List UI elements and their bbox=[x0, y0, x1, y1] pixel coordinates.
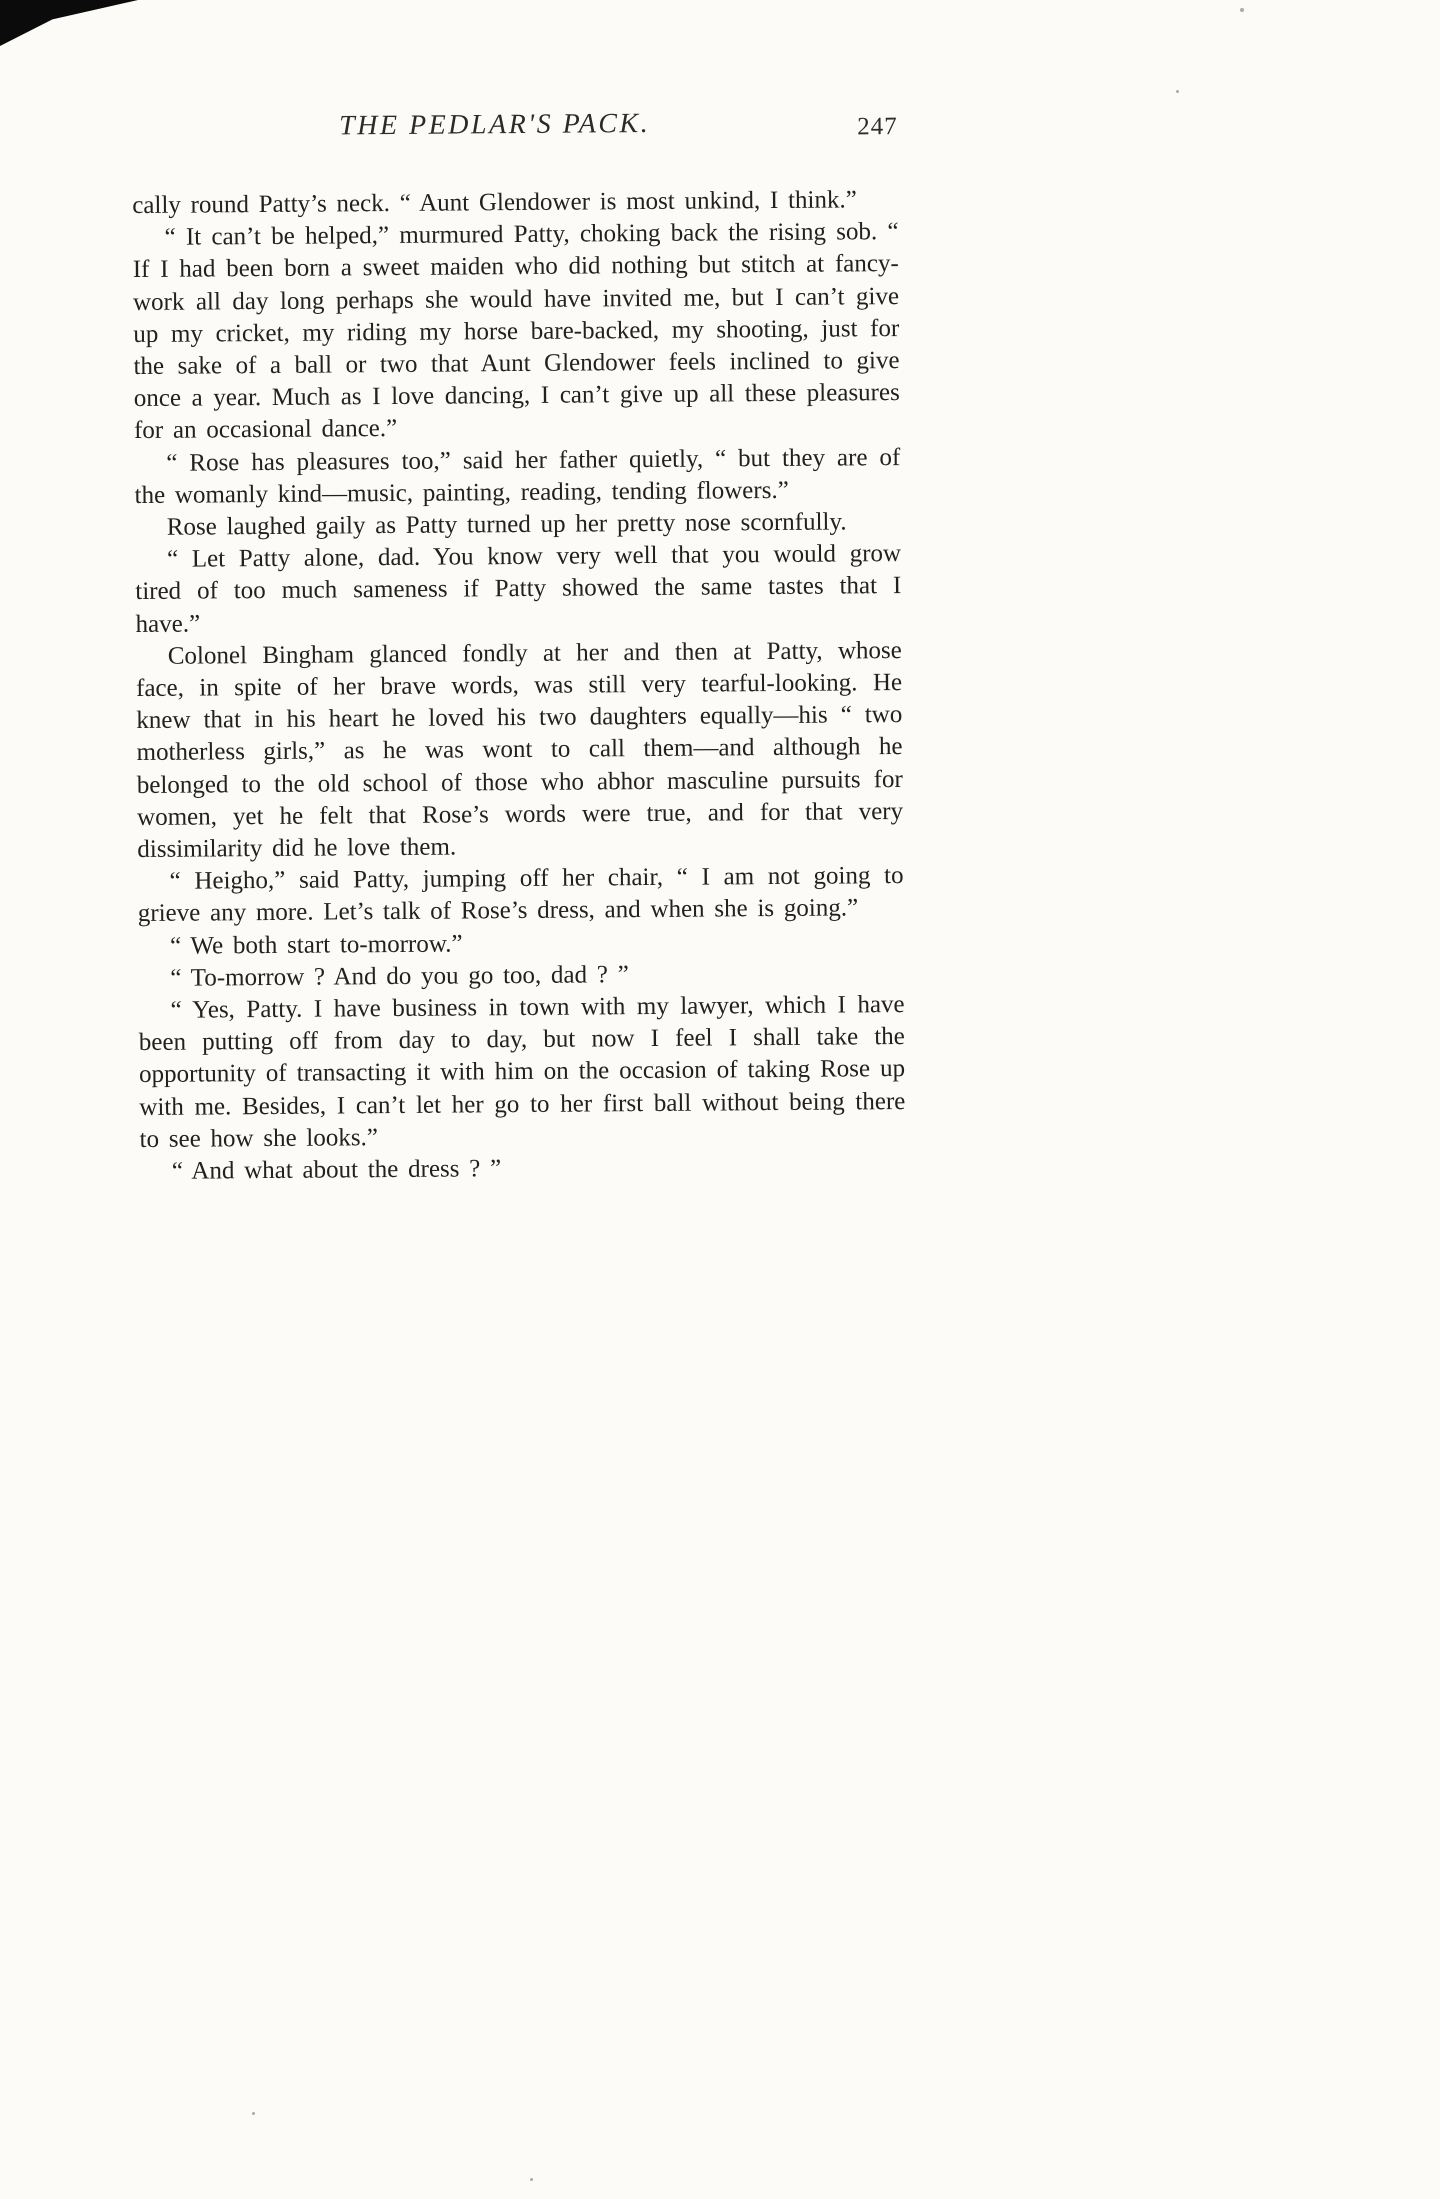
paragraph: “ We both start to-morrow.” bbox=[169, 930, 463, 960]
paragraph: “ Let Patty alone, dad. You know very well that you would grow tired of too much sameness if Patty showed the same tastes that I have.” bbox=[135, 540, 902, 638]
paragraph: Colonel Bingham glanced fondly at her and then at Patty, whose face, in spite of her brave words, was still very tearful-looking. He knew that in his heart he loved his two daughters equally—his “ two motherless girls,” as he was wont to call them—and although he belonged to the old school of those who abhor masculine pursuits for women, yet he felt that Rose’s words were true, and for that very dissimilarity did he love them. bbox=[135, 636, 904, 864]
running-title: THE PEDLAR'S PACK. bbox=[339, 107, 651, 142]
paragraph: “ And what about the dress ? ” bbox=[171, 1155, 502, 1185]
paragraph: Rose laughed gaily as Patty turned up her pretty nose scornfully. bbox=[166, 508, 847, 541]
page-content bbox=[132, 106, 906, 1188]
page-number: 247 bbox=[857, 113, 898, 141]
ink-speck bbox=[252, 2112, 255, 2115]
paragraph: cally round Patty’s neck. “ Aunt Glendower is most unkind, I think.” bbox=[132, 186, 857, 220]
page-header bbox=[132, 106, 898, 152]
scan-corner-artifact bbox=[0, 0, 138, 46]
ink-speck bbox=[530, 2178, 533, 2181]
ink-speck bbox=[1176, 90, 1179, 93]
paragraph: “ Yes, Patty. I have business in town with my lawyer, which I have been putting off from day to day, but now I feel I shall take the opportunity of transacting it with him on the occasion of taking Rose up with me. Besides, I can’t let her go to her first ball without being there to see how she looks.” bbox=[138, 991, 906, 1153]
paragraph: “ Rose has pleasures too,” said her father quietly, “ but they are of the womanly kind—music, painting, reading, tending flowers.” bbox=[134, 443, 901, 509]
page-body bbox=[132, 184, 906, 1188]
paragraph: “ It can’t be helped,” murmured Patty, choking back the rising sob. “ If I had been born a sweet maiden who did nothing but stitch at fancy-work all day long perhaps she would have invited me, but I can’t give up my cricket, my riding my horse bare-backed, my shooting, just for the sake of a ball or two that Aunt Glendower feels inclined to give once a year. Much as I love dancing, I can’t give up all these pleasures for an occasional dance.” bbox=[132, 218, 900, 445]
paragraph: “ To-morrow ? And do you go too, dad ? ” bbox=[170, 961, 629, 992]
paragraph: “ Heigho,” said Patty, jumping off her chair, “ I am not going to grieve any more. Let’s talk of Rose’s dress, and when she is going.” bbox=[137, 862, 904, 928]
ink-speck bbox=[1240, 8, 1244, 12]
